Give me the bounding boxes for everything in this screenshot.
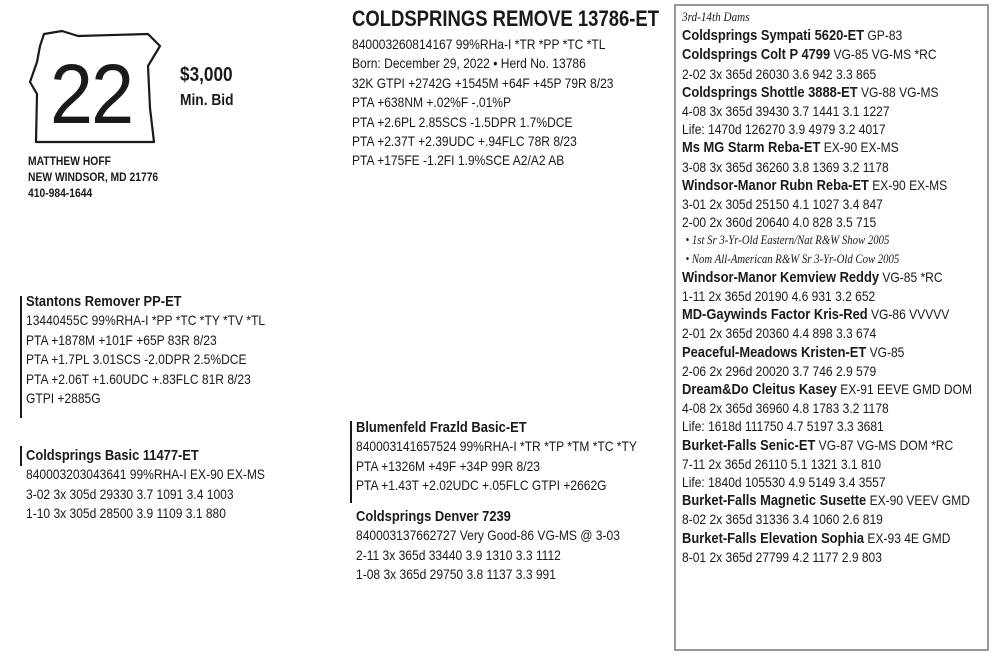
dam-record-line: 2-06 2x 296d 20020 3.7 746 2.9 579 (682, 362, 877, 379)
animal-detail-line: 840003260814167 99%RHa-I *TR *PP *TC *TL (352, 36, 606, 52)
dam-entry-title: MD-Gaywinds Factor Kris-Red (682, 306, 868, 324)
consignor-location: NEW WINDSOR, MD 21776 (28, 170, 159, 184)
dam-entry-name (682, 491, 972, 510)
dam-record-line: 2-01 2x 365d 20360 4.4 898 3.3 674 (682, 325, 877, 342)
dam-record-line: Life: 1840d 105530 4.9 5149 3.4 3557 (682, 474, 886, 491)
dam-entry-title: Coldsprings Sympati 5620-ET (682, 27, 865, 45)
dam-sire-detail-line: 840003141657524 99%RHA-I *TR *TP *TM *TC *TY (356, 438, 637, 455)
dam-record-line: 4-08 2x 365d 36960 4.8 1783 3.2 1178 (682, 400, 889, 417)
consignor-name: MATTHEW HOFF (28, 154, 111, 168)
dam-entry-title: Coldsprings Colt P 4799 (682, 46, 831, 64)
animal-detail-line: PTA +2.6PL 2.85SCS -1.5DPR 1.7%DCE (352, 113, 573, 130)
animal-details (352, 35, 656, 171)
animal-detail-line: PTA +175FE -1.2FI 1.9%SCE A2/A2 AB (352, 152, 565, 169)
dam-entry-name (682, 529, 972, 548)
dam-entry-title: Burket-Falls Senic-ET (682, 436, 816, 454)
dam-record-line: Life: 1618d 111750 4.7 5197 3.3 3681 (682, 418, 884, 435)
dam-sire-detail-line: PTA +1.43T +2.02UDC +.05FLC GTPI +2662G (356, 477, 607, 494)
dam-name: Coldsprings Basic 11477-ET (26, 447, 199, 464)
dam-entry-classification: VG-85 (866, 343, 905, 360)
dam-entry-title: Burket-Falls Magnetic Susette (682, 492, 867, 510)
animal-detail-line: PTA +638NM +.02%F -.01%P (352, 94, 512, 111)
dam-entry-classification: EX-90 EX-MS (820, 139, 899, 156)
granddam-name: Coldsprings Denver 7239 (356, 508, 511, 525)
consignor-phone: 410-984-1644 (28, 186, 93, 200)
dam-entry-title: Coldsprings Shottle 3888-ET (682, 83, 858, 101)
sire-detail-line: PTA +2.06T +1.60UDC +.83FLC 81R 8/23 (26, 370, 251, 387)
dam-entry-name (682, 268, 972, 287)
dam-entry-name (682, 26, 972, 45)
dams-list (682, 8, 1000, 566)
dam-sire-name: Blumenfeld Frazld Basic-ET (356, 419, 527, 436)
granddam-block (356, 507, 663, 585)
dam-entry-name (682, 343, 972, 362)
animal-title: COLDSPRINGS REMOVE 13786-ET (352, 6, 660, 31)
granddam-detail-line: 1-08 3x 365d 29750 3.8 1137 3.3 991 (356, 566, 556, 583)
dam-record-line: 8-02 2x 365d 31336 3.4 1060 2.6 819 (682, 511, 883, 528)
dam-entry-title: Ms MG Starm Reba-ET (682, 139, 821, 157)
dam-entry-classification: VG-87 VG-MS DOM *RC (815, 436, 954, 453)
dam-record-line: 4-08 3x 365d 39430 3.7 1441 3.1 1227 (682, 103, 890, 120)
dam-entry-name (682, 380, 972, 399)
sire-detail-line: 13440455C 99%RHA-I *PP *TC *TY *TV *TL (26, 312, 266, 329)
dam-entry-classification: VG-85 *RC (879, 268, 943, 285)
dam-entry-classification: VG-88 VG-MS (857, 83, 939, 100)
dam-entry-title: Burket-Falls Elevation Sophia (682, 529, 865, 547)
dam-record-line: 2-02 3x 365d 26030 3.6 942 3.3 865 (682, 65, 877, 82)
dam-entry-name (682, 138, 972, 157)
dam-entry-name (682, 45, 972, 64)
pedigree-bracket-line (350, 421, 352, 503)
dam-detail-line: 3-02 3x 305d 29330 3.7 1091 3.4 1003 (26, 485, 234, 502)
dam-detail-line: 1-10 3x 305d 28500 3.9 1109 3.1 880 (26, 505, 226, 522)
dam-award-line: • 1st Sr 3-Yr-Old Eastern/Nat R&W Show 2005 (685, 233, 890, 248)
dam-entry-classification: VG-85 VG-MS *RC (830, 46, 937, 63)
dam-sire-block (356, 418, 683, 496)
pedigree-bracket-line (20, 296, 22, 418)
dam-record-line: 2-00 2x 360d 20640 4.0 828 3.5 715 (682, 214, 877, 231)
dam-entry-title: Windsor-Manor Rubn Reba-ET (682, 176, 869, 194)
granddam-detail-line: 840003137662727 Very Good-86 VG-MS @ 3-03 (356, 527, 620, 544)
dam-award-line: • Nom All-American R&W Sr 3-Yr-Old Cow 2005 (685, 251, 900, 266)
dam-entry-name (682, 305, 972, 324)
dam-entry-classification: EX-90 VEEV GMD (866, 492, 970, 509)
dam-record-line: 3-01 2x 305d 25150 4.1 1027 3.4 847 (682, 196, 883, 213)
animal-detail-line: PTA +2.37T +2.39UDC +.94FLC 78R 8/23 (352, 133, 577, 150)
sire-name: Stantons Remover PP-ET (26, 293, 182, 310)
dam-entry-classification: GP-83 (864, 27, 903, 44)
dam-entry-title: Windsor-Manor Kemview Reddy (682, 268, 880, 286)
dam-entry-classification: VG-86 VVVVV (867, 306, 950, 323)
dam-entry-title: Peaceful-Meadows Kristen-ET (682, 343, 867, 361)
sire-detail-line: PTA +1.7PL 3.01SCS -2.0DPR 2.5%DCE (26, 351, 247, 368)
dam-block (26, 446, 304, 524)
dams-heading: 3rd-14th Dams (682, 9, 750, 24)
dam-entry-title: Dream&Do Cleitus Kasey (682, 381, 837, 399)
dam-sire-detail-line: PTA +1326M +49F +34P 99R 8/23 (356, 457, 540, 474)
pedigree-bracket-line (20, 446, 22, 466)
animal-detail-line: Born: December 29, 2022 • Herd No. 13786 (352, 55, 586, 72)
granddam-detail-line: 2-11 3x 365d 33440 3.9 1310 3.3 1112 (356, 546, 561, 563)
dam-record-line: 8-01 2x 365d 27799 4.2 1177 2.9 803 (682, 548, 882, 565)
dam-record-line: 7-11 2x 365d 26110 5.1 1321 3.1 810 (682, 455, 882, 472)
animal-detail-line: 32K GTPI +2742G +1545M +64F +45P 79R 8/23 (352, 74, 614, 91)
min-bid-price: $3,000 (180, 64, 233, 86)
sire-detail-line: PTA +1878M +101F +65P 83R 8/23 (26, 331, 217, 348)
dam-entry-classification: EX-91 EEVE GMD DOM (836, 381, 973, 398)
dam-entry-classification: EX-93 4E GMD (864, 529, 951, 546)
dam-entry-name (682, 176, 972, 195)
dam-record-line: Life: 1470d 126270 3.9 4979 3.2 4017 (682, 121, 886, 138)
lot-number: 22 (50, 47, 133, 141)
sire-block (26, 292, 304, 408)
dam-entry-classification: EX-90 EX-MS (868, 176, 948, 193)
dam-record-line: 1-11 2x 365d 20190 4.6 931 3.2 652 (682, 288, 876, 305)
dam-record-line: 3-08 3x 365d 36260 3.8 1369 3.2 1178 (682, 158, 889, 175)
dam-entry-name (682, 436, 972, 455)
dam-detail-line: 840003203043641 99%RHA-I EX-90 EX-MS (26, 466, 265, 483)
min-bid-label: Min. Bid (180, 92, 234, 109)
sire-detail-line: GTPI +2885G (26, 390, 101, 407)
dam-entry-name (682, 83, 972, 102)
dams-box (674, 4, 989, 651)
